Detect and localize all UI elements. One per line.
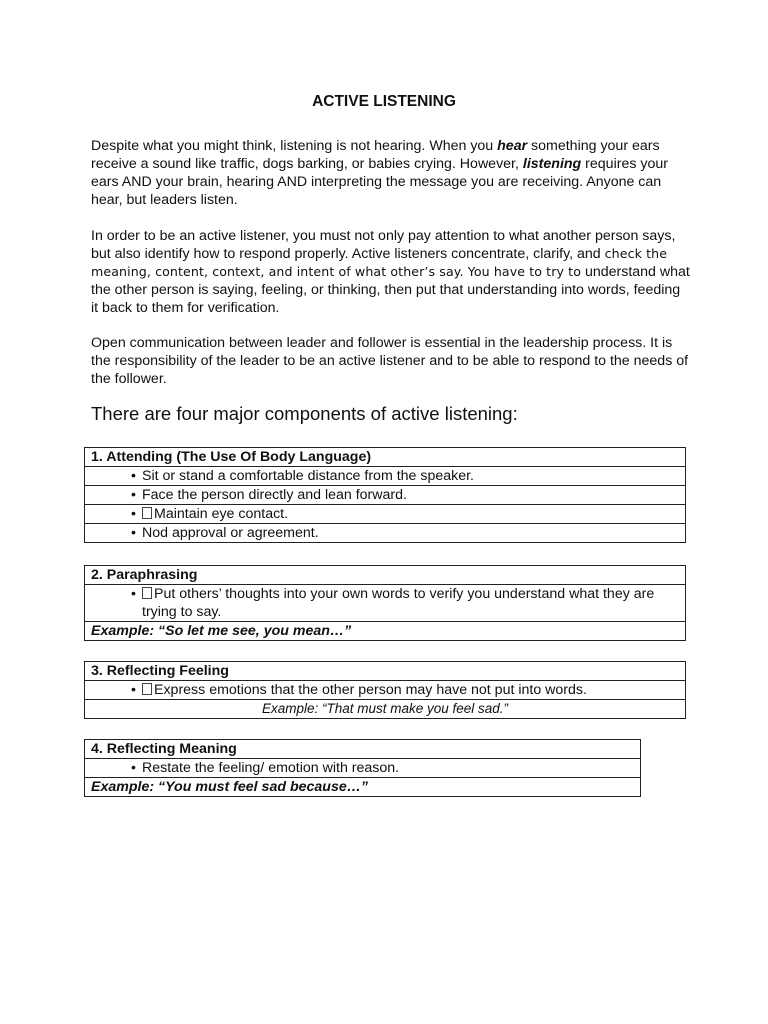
hear-emphasis: hear bbox=[497, 138, 528, 154]
intro-text-b: something your ears receive a sound like traffic, dogs barking, or babies crying. However, bbox=[91, 138, 660, 172]
paraphrasing-heading: 2. Paraphrasing bbox=[85, 566, 686, 585]
bullet-text: Restate the feeling/ emotion with reason. bbox=[142, 760, 400, 776]
list-item bbox=[85, 524, 686, 543]
attending-table bbox=[84, 447, 686, 543]
paraphrasing-example: Example: “So let me see, you mean…” bbox=[85, 622, 686, 641]
reflecting-meaning-heading: 4. Reflecting Meaning bbox=[85, 740, 641, 759]
bullet-text-wrap bbox=[142, 505, 679, 523]
bullet-text: Nod approval or agreement. bbox=[142, 525, 319, 541]
list-item bbox=[85, 467, 686, 486]
list-item bbox=[85, 681, 686, 700]
bullet-icon: • bbox=[131, 760, 136, 776]
reflecting-meaning-example: Example: “You must feel sad because…” bbox=[85, 778, 641, 797]
list-item bbox=[85, 759, 641, 778]
reflecting-feeling-table bbox=[84, 661, 686, 719]
active-listener-text-a: In order to be an active listener, you must not only pay attention to what another person says, but also identify how to respond properly. Active listeners concentrate, clarify, and bbox=[91, 228, 676, 262]
list-item bbox=[85, 486, 686, 505]
intro-paragraph bbox=[91, 137, 691, 209]
active-listener-paragraph bbox=[91, 227, 691, 317]
intro-text-c: requires your ears AND your brain, hearing AND interpreting the message you are receiving. Anyone can hear, but leaders listen. bbox=[91, 156, 668, 208]
page-title: ACTIVE LISTENING bbox=[312, 93, 456, 110]
bullet-icon: • bbox=[131, 586, 136, 602]
bullet-icon: • bbox=[131, 682, 136, 698]
missing-glyph-icon bbox=[142, 507, 152, 519]
missing-glyph-icon bbox=[142, 587, 152, 599]
bullet-text: Express emotions that the other person may have not put into words. bbox=[154, 682, 587, 698]
bullet-icon: • bbox=[131, 506, 136, 522]
bullet-text: Sit or stand a comfortable distance from the speaker. bbox=[142, 468, 474, 484]
intro-text-a: Despite what you might think, listening is not hearing. When you bbox=[91, 138, 498, 154]
active-listener-text-b: check the meaning, content, context, and intent of what other’s say. You have to try to bbox=[91, 246, 668, 279]
listening-emphasis: listening bbox=[522, 156, 582, 172]
bullet-text: Put others’ thoughts into your own words to verify you understand what they are trying to say. bbox=[142, 586, 655, 620]
attending-heading: 1. Attending (The Use Of Body Language) bbox=[85, 448, 686, 467]
bullet-text-wrap bbox=[142, 681, 679, 699]
bullet-text: Face the person directly and lean forward. bbox=[142, 487, 407, 503]
paraphrasing-table bbox=[84, 565, 686, 641]
bullet-icon: • bbox=[131, 487, 136, 503]
missing-glyph-icon bbox=[142, 683, 152, 695]
reflecting-feeling-heading: 3. Reflecting Feeling bbox=[85, 662, 686, 681]
communication-paragraph: Open communication between leader and follower is essential in the leadership process. It is the responsibility of the leader to be an active listener and to be able to respond to the needs of the follower. bbox=[91, 335, 689, 387]
bullet-icon: • bbox=[131, 525, 136, 541]
active-listener-text-c: understand what the other person is saying, feeling, or thinking, then put that understanding into words, feeding it back to them for verification. bbox=[91, 264, 690, 316]
reflecting-meaning-table bbox=[84, 739, 641, 797]
bullet-text-wrap bbox=[142, 585, 679, 621]
list-item bbox=[85, 505, 686, 524]
bullet-icon: • bbox=[131, 468, 136, 484]
reflecting-feeling-example: Example: “That must make you feel sad.” bbox=[85, 700, 686, 719]
list-item bbox=[85, 585, 686, 622]
bullet-text: Maintain eye contact. bbox=[154, 506, 289, 522]
components-heading: There are four major components of active listening: bbox=[91, 403, 518, 424]
